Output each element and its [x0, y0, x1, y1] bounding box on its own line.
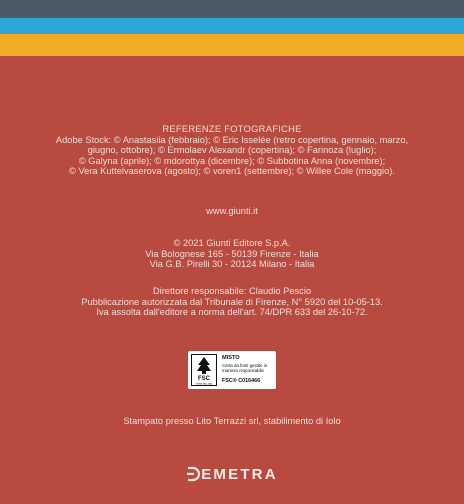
legal-line: Pubblicazione autorizzata dal Tribunale di Firenze, N° 5920 del 10-05-13. — [81, 296, 383, 307]
credits-heading: REFERENZE FOTOGRAFICHE — [162, 124, 302, 134]
top-stripe-blue — [0, 18, 464, 34]
credits-line: giugno, ottobre); © Ermolaev Alexandr (copertina); © Farinoza (luglio); — [87, 145, 377, 156]
top-stripe-slate — [0, 0, 464, 18]
legal-info — [0, 286, 464, 318]
credits-line: © Galyna (aprile); © mdorottya (dicembre); © Subbotina Anna (novembre); — [78, 155, 386, 166]
fsc-description: Carta da fonti gestite in maniera responsabile — [222, 363, 268, 373]
address-line: Via G.B. Pirelli 30 - 20124 Milano - Italia — [149, 259, 315, 270]
copyright-line: © 2021 Giunti Editore S.p.A. — [173, 238, 291, 248]
credits-line: © Vera Kuttelvaserova (agosto); © voren1 (settembre); © Willee Cole (maggio). — [69, 166, 395, 177]
company-info — [0, 238, 464, 270]
website-url: www.giunti.it — [206, 206, 258, 216]
demetra-d-logo-icon — [186, 466, 200, 482]
demetra-logo — [0, 462, 464, 486]
fsc-title: MISTO — [222, 355, 240, 361]
legal-line: Iva assolta dall'editore a norma dell'art. 74/DPR 633 del 26-10-72. — [96, 307, 368, 318]
top-stripe-yellow — [0, 34, 464, 56]
brand-name: EMETRA — [201, 465, 278, 483]
address-line: Via Bolognese 165 - 50139 Firenze - Italia — [145, 248, 319, 259]
fsc-logo-text: FSC — [198, 376, 210, 382]
credits-line: Adobe Stock: © Anastasiia (febbraio); © Eric Isselée (retro copertina, gennaio, marzo, — [55, 134, 409, 145]
printer-info: Stampato presso Lito Terrazzi srl, stabilimento di Iolo — [123, 416, 341, 426]
fsc-label — [188, 351, 276, 389]
photo-credits — [0, 124, 464, 177]
legal-line: Direttore responsabile: Claudio Pescio — [152, 286, 312, 296]
fsc-code: FSC® C016466 — [222, 378, 261, 384]
fsc-logo-sub: www.fsc.org — [195, 381, 213, 386]
fsc-tree-logo-icon — [191, 354, 217, 386]
